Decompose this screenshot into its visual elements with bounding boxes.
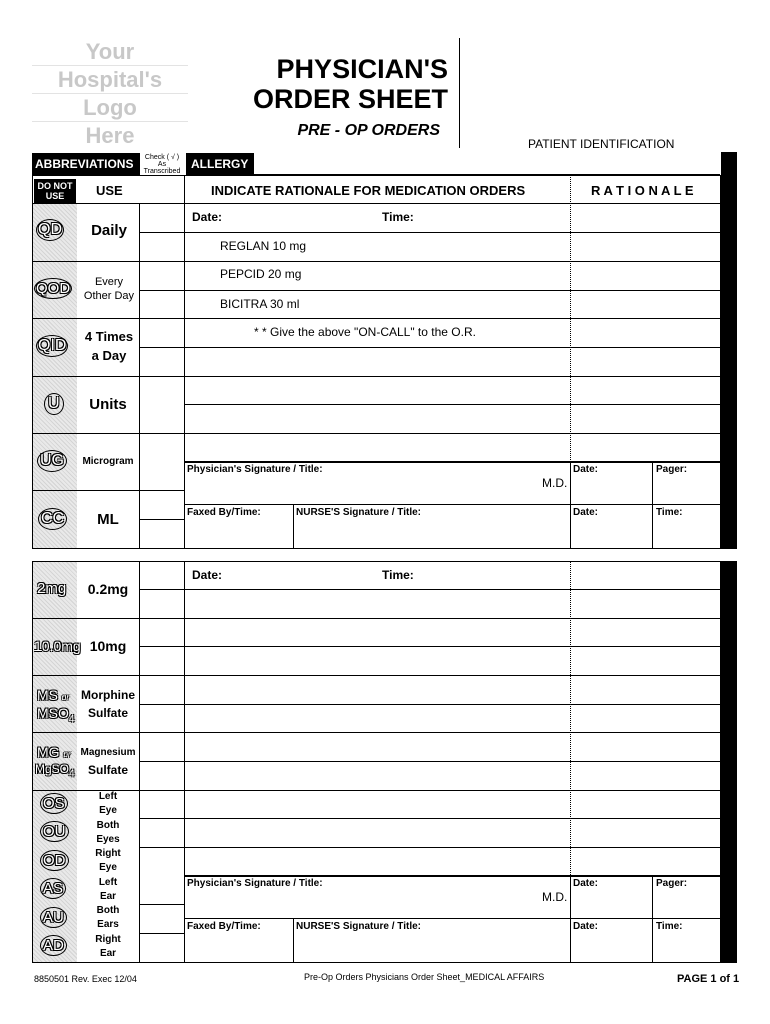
order-line[interactable] [139, 847, 721, 848]
abbr-good-line1: Both [96, 905, 120, 916]
order-line[interactable] [185, 318, 721, 319]
abbr-bad: OD [43, 852, 66, 869]
ug-forbidden-icon [40, 452, 64, 470]
logo-line: Here [85, 123, 135, 148]
abbr-group-line [33, 376, 140, 377]
order-line[interactable] [139, 818, 721, 819]
check-cell-line [139, 347, 185, 348]
sig-time-label: Time: [656, 921, 683, 932]
abbr-group-line [33, 261, 140, 262]
order-time-label: Time: [382, 210, 414, 224]
order-date-label: Date: [192, 568, 223, 582]
abbr-good-line1: Left [98, 791, 118, 802]
sig-mid-line [185, 504, 721, 505]
abbr-good: 10mg [89, 638, 127, 654]
abbr-subscript: 4 [69, 768, 75, 780]
abbr-bad: MG [37, 744, 60, 760]
check-cell-line [139, 433, 185, 434]
abbr-bad: CC [41, 510, 65, 527]
order-line-text: * * Give the above "ON-CALL" to the O.R. [254, 325, 476, 339]
mso4-forbidden-icon [37, 705, 74, 725]
sig-pager-divider [652, 462, 653, 548]
cc-forbidden-icon [41, 510, 64, 528]
abbr-bad: MS [37, 687, 58, 703]
mgso4-forbidden-icon [35, 762, 75, 779]
form-number: 8850501 Rev. Exec 12/04 [34, 974, 137, 984]
abbr-good-line2: Eye [99, 805, 117, 816]
order-line[interactable] [185, 261, 721, 262]
check-cell-line [139, 318, 185, 319]
order-line[interactable] [185, 433, 721, 434]
au-forbidden-icon [43, 909, 64, 926]
abbr-good-line1: Magnesium [80, 747, 136, 758]
abbr-group-line [33, 318, 140, 319]
abbr-group-line [33, 732, 140, 733]
faxed-by-label: Faxed By/Time: [187, 507, 261, 518]
order-line[interactable] [185, 376, 721, 377]
allergy-header: ALLERGY [186, 153, 254, 175]
abbr-good-line2: Eye [99, 862, 117, 873]
sig-date-label: Date: [573, 878, 599, 889]
abbr-good-line1: Left [98, 877, 118, 888]
page-number: PAGE 1 of 1 [677, 973, 740, 985]
use-check-divider [139, 562, 140, 962]
sig-date-divider [570, 876, 571, 962]
abbr-good: Daily [91, 222, 127, 239]
qd-forbidden-icon [38, 221, 62, 239]
abbr-good-line1: Right [95, 848, 121, 859]
abbreviations-header: ABBREVIATIONS [32, 153, 140, 175]
ms-forbidden-icon [37, 687, 69, 703]
order-time-label: Time: [382, 568, 414, 582]
sig-mid-line [185, 918, 721, 919]
order-line[interactable] [139, 675, 721, 676]
header-row-divider [33, 203, 721, 204]
abbr-bad: AD [43, 937, 64, 954]
abbr-bad: QD [38, 221, 62, 238]
sig-pager-label: Pager: [656, 464, 688, 475]
abbr-good: Microgram [82, 456, 134, 467]
signature-top-border [185, 875, 721, 877]
abbr-group-line [33, 675, 140, 676]
section-2-right-bar [721, 561, 737, 963]
logo-line: Your [32, 38, 188, 66]
abbr-good: ML [97, 511, 119, 528]
order-line[interactable] [185, 290, 721, 291]
header-divider [459, 38, 460, 148]
abbr-good-line1: Every [94, 276, 124, 288]
order-line-text: BICITRA 30 ml [220, 297, 300, 311]
sig-pager-divider [652, 876, 653, 962]
order-line[interactable] [139, 618, 721, 619]
check-order-divider [184, 562, 185, 962]
abbr-or: or [63, 750, 71, 759]
do-not-label: DO NOT [37, 181, 73, 191]
page-subtitle: PRE - OP ORDERS [297, 122, 440, 139]
do-not-use-label: USE [45, 191, 65, 201]
abbr-good-line1: Right [95, 934, 121, 945]
abbr-good-line2: Ear [99, 891, 117, 902]
abbr-bad: OS [43, 795, 65, 812]
abbr-bad: MSO [37, 705, 69, 721]
ou-forbidden-icon [43, 823, 66, 840]
order-section-2 [32, 561, 721, 963]
sig-time-label: Time: [656, 507, 683, 518]
abbr-bad: QID [38, 337, 67, 354]
order-line[interactable] [185, 232, 721, 233]
abbr-bad: OU [43, 823, 66, 840]
sig-date-label: Date: [573, 507, 599, 518]
abbr-good-line2: Sulfate [87, 706, 128, 720]
abbr-bad: UG [40, 452, 64, 469]
check-cell-line [139, 290, 185, 291]
check-cell-line [139, 933, 185, 934]
sig-fax-divider [293, 504, 294, 548]
faxed-by-label: Faxed By/Time: [187, 921, 261, 932]
abbr-bad: U [48, 395, 60, 412]
abbr-group-line [33, 433, 140, 434]
physician-signature-label: Physician's Signature / Title: [187, 878, 323, 889]
ad-forbidden-icon [43, 937, 64, 954]
abbr-bad: 10.0mg [34, 638, 81, 654]
as-forbidden-icon [43, 880, 63, 897]
order-line[interactable] [185, 347, 721, 348]
check-cell-line [139, 904, 185, 905]
do-not-use-header [34, 179, 76, 203]
check-cell-line [139, 490, 185, 491]
as-label: As [157, 161, 167, 168]
abbr-good: 0.2mg [87, 581, 129, 597]
od-forbidden-icon [43, 852, 66, 869]
2mg-forbidden-icon [37, 580, 66, 597]
order-date-label: Date: [192, 210, 223, 224]
sig-fax-divider [293, 918, 294, 962]
abbr-good-line2: Sulfate [87, 763, 128, 777]
nurse-signature-label: NURSE'S Signature / Title: [296, 921, 421, 932]
abbr-good-line2: Ear [99, 948, 117, 959]
title-line-1: PHYSICIAN'S [276, 54, 448, 84]
check-cell-line [139, 519, 185, 520]
order-line[interactable] [139, 589, 721, 590]
form-title: Pre-Op Orders Physicians Order Sheet_MEDICAL AFFAIRS [304, 972, 545, 982]
abbr-bad: AU [43, 909, 64, 926]
use-column-header: USE [96, 183, 123, 198]
abbr-good-line2: Ears [97, 919, 119, 930]
rationale-header: R A T I O N A L E [591, 183, 694, 198]
os-forbidden-icon [43, 795, 65, 812]
section-1-right-bar [721, 152, 737, 549]
check-transcribed-header [140, 153, 184, 175]
abbr-good-line1: 4 Times [84, 329, 134, 344]
abbr-bad: QOD [36, 280, 71, 297]
title-line-2: ORDER SHEET [252, 84, 448, 114]
abbr-group-line [33, 490, 140, 491]
transcribed-label: Transcribed [143, 168, 181, 175]
abbr-bad: 2mg [37, 580, 67, 597]
rationale-dotted-divider [570, 562, 571, 875]
order-line-text: REGLAN 10 mg [220, 239, 307, 253]
10mg-forbidden-icon [34, 638, 81, 654]
order-line[interactable] [139, 761, 721, 762]
abbr-good-line1: Morphine [81, 688, 135, 702]
patient-identification-label: PATIENT IDENTIFICATION [528, 137, 675, 151]
sig-date-divider [570, 462, 571, 548]
md-label: M.D. [542, 890, 568, 904]
check-cell-line [139, 232, 185, 233]
abbr-good-line1: Both [96, 820, 120, 831]
md-label: M.D. [542, 476, 568, 490]
abbr-bad: AS [43, 880, 64, 897]
order-line[interactable] [139, 790, 721, 791]
abbr-group-line [33, 618, 140, 619]
signature-top-border [185, 461, 721, 463]
sig-pager-label: Pager: [656, 878, 688, 889]
abbr-bad: MgSO [35, 762, 70, 776]
check-label: Check ( √ ) [144, 154, 180, 161]
page-title [200, 54, 448, 114]
abbr-good: Units [89, 396, 127, 413]
mg-forbidden-icon [37, 744, 71, 760]
check-order-divider [184, 175, 185, 548]
abbr-or: or [61, 693, 70, 702]
u-forbidden-icon [48, 395, 60, 413]
abbr-subscript: 4 [68, 713, 75, 725]
order-line[interactable] [139, 646, 721, 647]
check-cell-line [139, 261, 185, 262]
abbr-good-line2: Other Day [83, 290, 135, 302]
sig-date-label: Date: [573, 921, 599, 932]
nurse-signature-label: NURSE'S Signature / Title: [296, 507, 421, 518]
indicate-rationale-header: INDICATE RATIONALE FOR MEDICATION ORDERS [211, 183, 526, 198]
sig-date-label: Date: [573, 464, 599, 475]
abbr-good-line2: a Day [91, 348, 127, 363]
hospital-logo-placeholder [32, 38, 188, 150]
logo-line: Hospital's [32, 66, 188, 94]
qod-forbidden-icon [36, 280, 70, 297]
check-cell-line [139, 376, 185, 377]
abbr-good-line2: Eyes [96, 834, 120, 845]
order-line[interactable] [139, 704, 721, 705]
order-line-text: PEPCID 20 mg [220, 267, 302, 281]
physician-signature-label: Physician's Signature / Title: [187, 464, 323, 475]
order-line[interactable] [185, 404, 721, 405]
qid-forbidden-icon [38, 337, 66, 355]
logo-line: Logo [32, 94, 188, 122]
order-line[interactable] [139, 732, 721, 733]
